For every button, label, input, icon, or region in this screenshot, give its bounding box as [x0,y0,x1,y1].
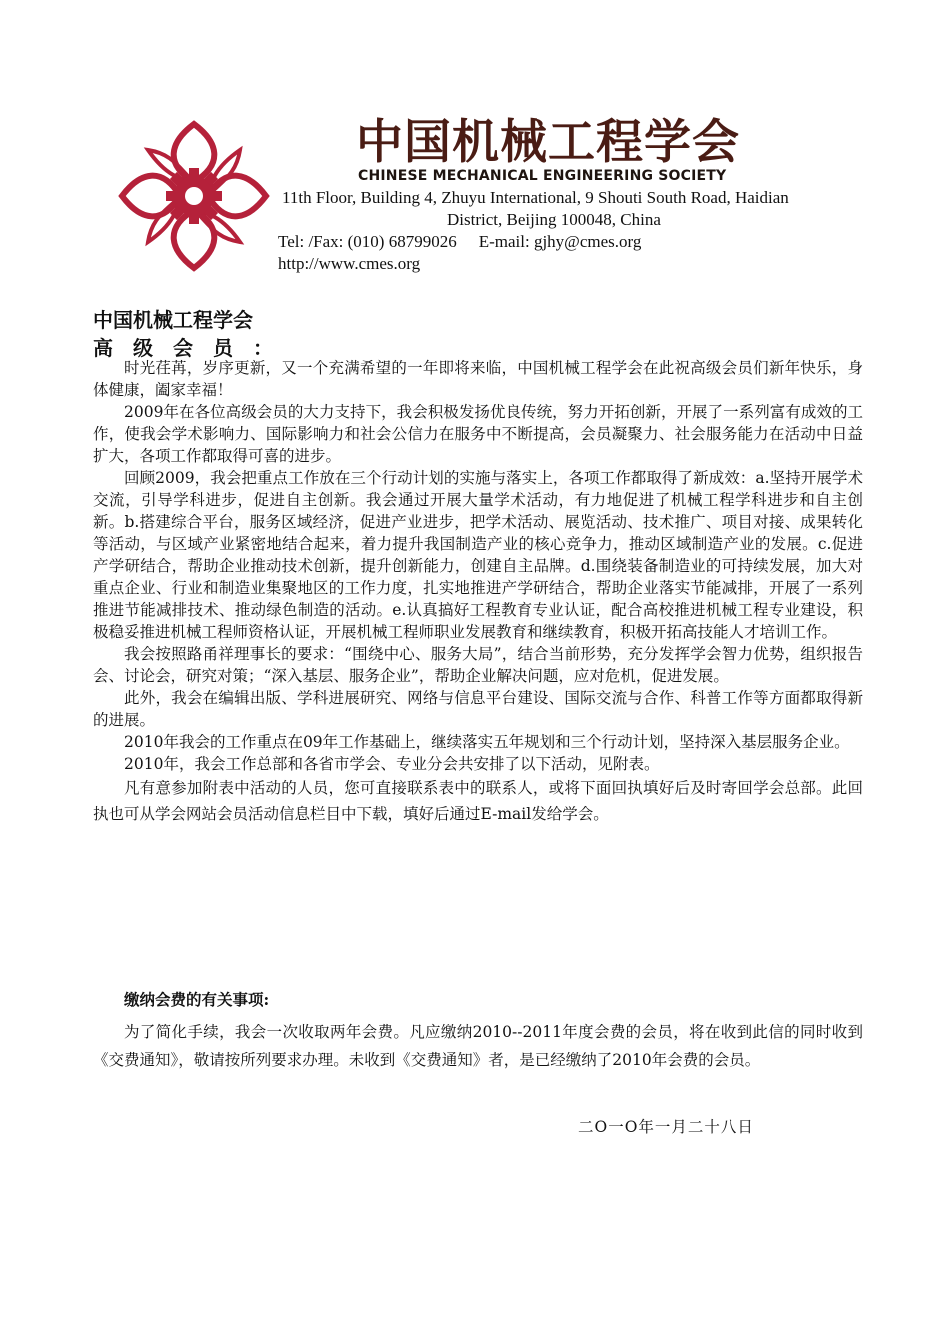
paragraph-2009-summary: 2009年在各位高级会员的大力支持下，我会积极发扬优良传统，努力开拓创新，开展了一系列富有成效的工作，使我会学术影响力、国际影响力和社会公信力在服务中不断提高，会员凝聚力、社会服务能力在活动中日益扩大，各项工作都取得可喜的进步。 [93,403,863,465]
contact-line [278,231,858,253]
brand-wordmark-cn: 中国机械工程学会 [356,115,740,170]
letter-body [93,357,863,827]
address-line-1: 11th Floor, Building 4, Zhuyu International, 9 Shouti South Road, Haidian [282,188,789,207]
email-link[interactable]: E-mail: gjhy@cmes.org [478,232,642,251]
address-line-2: District, Beijing 100048, China [447,210,661,229]
paragraph-greeting: 时光荏苒，岁序更新，又一个充满希望的一年即将来临，中国机械工程学会在此祝高级会员们新年快乐，身体健康，阖家幸福！ [93,359,863,399]
fee-paragraph: 为了简化手续，我会一次收取两年会费。凡应缴纳2010--2011年度会费的会员，将在收到此信的同时收到《交费通知》，敬请按所列要求办理。未收到《交费通知》者，是已经缴纳了2010年会费的会员。 [93,1023,863,1069]
paragraph-other-progress: 此外，我会在编辑出版、学科进展研究、网络与信息平台建设、国际交流与合作、科普工作等方面都取得新的进展。 [93,689,863,729]
paragraph-requirements: 我会按照路甬祥理事长的要求：“围绕中心、服务大局”，结合当前形势，充分发挥学会智力优势，组织报告会、讨论会，研究对策；“深入基层、服务企业”，帮助企业解决问题，应对危机，促进发展。 [93,645,863,685]
letter-org-line: 中国机械工程学会 [93,308,253,332]
paragraph-2010-focus: 2010年我会的工作重点在09年工作基础上，继续落实五年规划和三个行动计划，坚持深入基层服务企业。 [124,733,850,751]
tel-fax: Tel: /Fax: (010) 68799026 [278,232,457,251]
letter-salutation: 高级会员： [93,336,293,360]
fee-section [93,990,863,1074]
paragraph-review: 回顾2009，我会把重点工作放在三个行动计划的实施与落实上，各项工作都取得了新成效：a.坚持开展学术交流，引导学科进步，促进自主创新。我会通过开展大量学术活动，有力地促进了机械工程学科进步和自主创新。b.搭建综合平台，服务区域经济，促进产业进步，把学术活动、展览活动、技术推广、项目对接、成果转化等活动，与区域产业紧密地结合起来，着力提升我国制造产业的核心竞争力，推动区域制造产业的发展。c.促进产学研结合，帮助企业推动技术创新，提升创新能力，创建自主品牌。d.围绕装备制造业的可持续发展，加大对重点企业、行业和制造业集聚地区的工作力度，扎实地推进产学研结合，帮助企业落实节能减排，开展了一系列推进节能减排技术、推动绿色制造的活动。e.认真搞好工程教育专业认证，配合高校推进机械工程专业建设，积极稳妥推进机械工程师资格认证，开展机械工程师职业发展教育和继续教育，积极开拓高技能人才培训工作。 [93,469,863,641]
letter-date: 二O一O年一月二十八日 [578,1118,754,1136]
paragraph-2010-activities: 2010年，我会工作总部和各省市学会、专业分会共安排了以下活动，见附表。 [124,755,660,773]
paragraph-participation: 凡有意参加附表中活动的人员，您可直接联系表中的联系人，或将下面回执填好后及时寄回学会总部。此回执也可从学会网站会员活动信息栏目中下载，填好后通过E-mail发给学会。 [93,779,863,823]
website-link[interactable]: http://www.cmes.org [278,254,421,273]
brand-wordmark-en: CHINESE MECHANICAL ENGINEERING SOCIETY [358,168,727,184]
fee-heading: 缴纳会费的有关事项: [124,990,270,1009]
society-emblem-icon [118,120,270,272]
